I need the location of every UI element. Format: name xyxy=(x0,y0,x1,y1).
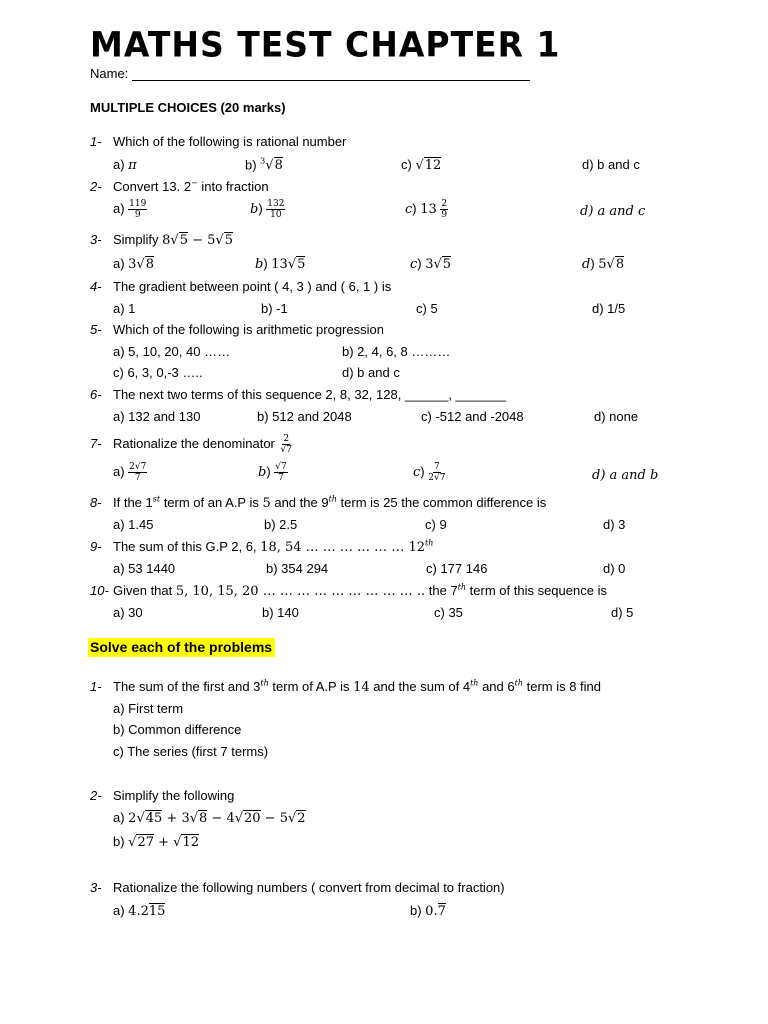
q5-option-a[interactable]: a) 5, 10, 20, 40 …… xyxy=(113,344,231,359)
q3-option-a[interactable]: a) 3√8 xyxy=(113,256,155,272)
q3-option-c[interactable]: c) 3√5 xyxy=(410,256,452,272)
q5-option-d[interactable]: d) b and c xyxy=(342,365,400,380)
name-row xyxy=(90,66,530,81)
q4-option-b[interactable]: b) -1 xyxy=(261,301,288,316)
q7-option-d[interactable]: d) a and b xyxy=(592,468,659,483)
q1-option-b[interactable]: b) $^3$√8 xyxy=(245,157,283,174)
q2-option-b[interactable]: b) $\frac{132}{10}$ xyxy=(250,199,285,220)
question-7: 7- Rationalize the denominator $\frac{2}{√7}$ xyxy=(90,434,292,455)
question-9: 9- The sum of this G.P 2, 6, 18, 54 … … … … … … 12th xyxy=(90,539,434,556)
question-2: 2- Convert 13. 2− into fraction xyxy=(90,179,269,195)
question-5: 5- Which of the following is arithmetic progression xyxy=(90,322,384,337)
problem-2-part-b: b) √27 + √12 xyxy=(113,834,200,850)
q7-option-c[interactable]: c) $\frac{7}{2√7}$ xyxy=(413,462,446,483)
q8-option-b[interactable]: b) 2.5 xyxy=(264,517,298,532)
q9-option-c[interactable]: c) 177 146 xyxy=(426,561,488,576)
problem-3: 3- Rationalize the following numbers ( convert from decimal to fraction) xyxy=(90,880,505,895)
q2-option-a[interactable]: a) $\frac{119}{9}$ xyxy=(113,199,147,220)
problem-3-part-b: b) 0.7 xyxy=(410,903,446,919)
q7-option-a[interactable]: a) $\frac{2√7}{7}$ xyxy=(113,462,147,483)
q10-option-d[interactable]: d) 5 xyxy=(611,605,634,620)
q8-option-d[interactable]: d) 3 xyxy=(603,517,626,532)
q1-option-c[interactable]: c) √12 xyxy=(401,157,442,173)
question-10: 10- Given that 5, 10, 15, 20 … … … … … … … … … .. the 7th term of this sequence is xyxy=(90,583,607,600)
name-label: Name: xyxy=(90,66,129,81)
problem-2-part-a: a) 2√45 + 3√8 − 4√20 − 5√2 xyxy=(113,810,306,826)
q2-option-d[interactable]: d) a and c xyxy=(580,204,646,219)
question-8: 8- If the 1st term of an A.P is 5 and the 9th term is 25 the common difference is xyxy=(90,495,547,512)
section-multiple-choice-heading: MULTIPLE CHOICES (20 marks) xyxy=(90,100,286,115)
q6-option-a[interactable]: a) 132 and 130 xyxy=(113,409,201,424)
q2-option-c[interactable]: c) 13 $\frac{2}{9}$ xyxy=(405,199,448,220)
problem-1-part-a: a) First term xyxy=(113,701,184,716)
problem-1-part-c: c) The series (first 7 terms) xyxy=(113,744,269,759)
q8-option-a[interactable]: a) 1.45 xyxy=(113,517,154,532)
q3-option-b[interactable]: b) 13√5 xyxy=(255,256,306,272)
problem-1: 1- The sum of the first and 3th term of A.P is 14 and the sum of 4th and 6th term is 8 find xyxy=(90,679,602,696)
page-title: MATHS TEST CHAPTER 1 xyxy=(90,24,561,65)
question-4: 4- The gradient between point ( 4, 3 ) and ( 6, 1 ) is xyxy=(90,279,392,294)
q6-option-c[interactable]: c) -512 and -2048 xyxy=(421,409,524,424)
q9-option-d[interactable]: d) 0 xyxy=(603,561,626,576)
question-6: 6- The next two terms of this sequence 2, 8, 32, 128, ______, _______ xyxy=(90,387,507,402)
q9-option-a[interactable]: a) 53 1440 xyxy=(113,561,176,576)
q1-option-a[interactable]: a) π xyxy=(113,157,137,173)
problem-1-part-b: b) Common difference xyxy=(113,722,242,737)
section-solve-heading: Solve each of the problems xyxy=(88,638,275,657)
problem-2: 2- Simplify the following xyxy=(90,788,235,803)
q4-option-a[interactable]: a) 1 xyxy=(113,301,136,316)
q4-option-c[interactable]: c) 5 xyxy=(416,301,438,316)
question-3: 3- Simplify 8√5 − 5√5 xyxy=(90,232,233,248)
problem-3-part-a: a) 4.215 xyxy=(113,903,166,919)
q3-option-d[interactable]: d) 5√8 xyxy=(582,256,625,272)
q10-option-b[interactable]: b) 140 xyxy=(262,605,299,620)
q10-option-a[interactable]: a) 30 xyxy=(113,605,143,620)
name-input-line[interactable] xyxy=(132,68,530,81)
q6-option-b[interactable]: b) 512 and 2048 xyxy=(257,409,352,424)
q5-option-c[interactable]: c) 6, 3, 0,-3 ….. xyxy=(113,365,203,380)
q8-option-c[interactable]: c) 9 xyxy=(425,517,447,532)
q4-option-d[interactable]: d) 1/5 xyxy=(592,301,626,316)
q5-option-b[interactable]: b) 2, 4, 6, 8 ……… xyxy=(342,344,451,359)
q7-option-b[interactable]: b) $\frac{√7}{7}$ xyxy=(258,462,287,483)
q1-option-d[interactable]: d) b and c xyxy=(582,157,640,172)
q6-option-d[interactable]: d) none xyxy=(594,409,639,424)
question-1: 1- Which of the following is rational number xyxy=(90,134,347,149)
q10-option-c[interactable]: c) 35 xyxy=(434,605,463,620)
q9-option-b[interactable]: b) 354 294 xyxy=(266,561,329,576)
